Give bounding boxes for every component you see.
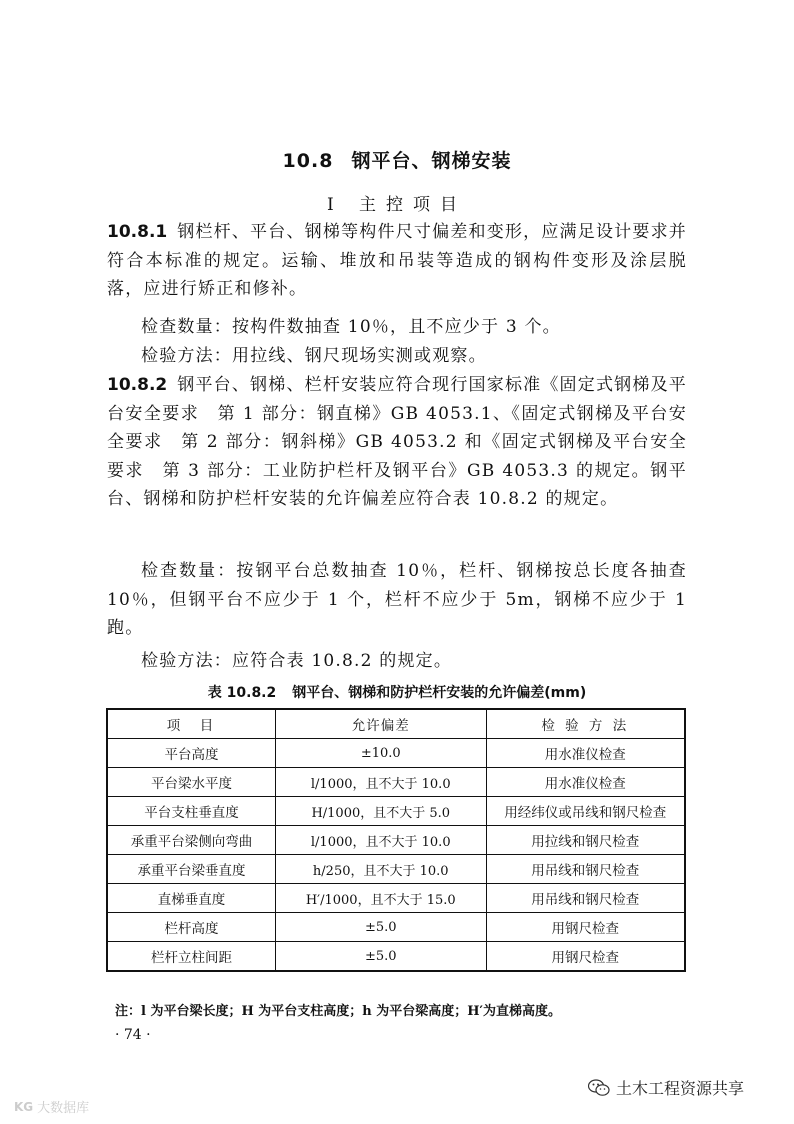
wechat-icon	[588, 1079, 610, 1097]
cell-item: 平台高度	[107, 739, 275, 768]
table-row	[107, 797, 685, 826]
cell-allowance: l/1000，且不大于 10.0	[275, 826, 486, 855]
cell-method: 用经纬仪或吊线和钢尺检查	[486, 797, 685, 826]
cell-item: 栏杆高度	[107, 913, 275, 942]
cell-allowance: ±10.0	[275, 739, 486, 768]
clause-10-8-1	[107, 218, 687, 304]
table-caption-text: 钢平台、钢梯和防护栏杆安装的允许偏差(mm)	[292, 685, 587, 701]
cell-item: 栏杆立柱间距	[107, 942, 275, 972]
watermark-right	[588, 1076, 744, 1099]
table-caption	[0, 682, 794, 702]
cell-method: 用拉线和钢尺检查	[486, 826, 685, 855]
table-header-row	[107, 709, 685, 739]
cell-item: 平台梁水平度	[107, 768, 275, 797]
cell-method: 用水准仪检查	[486, 768, 685, 797]
cell-allowance: ±5.0	[275, 942, 486, 972]
cell-item: 平台支柱垂直度	[107, 797, 275, 826]
section-title-text: 钢平台、钢梯安装	[351, 150, 512, 172]
cell-method: 用吊线和钢尺检查	[486, 855, 685, 884]
clause-number: 10.8.1	[107, 222, 168, 242]
header-method: 检 验 方 法	[486, 709, 685, 739]
clause-text: 钢栏杆、平台、钢梯等构件尺寸偏差和变形，应满足设计要求并符合本标准的规定。运输、堆放和吊装等造成的钢构件变形及涂层脱落，应进行矫正和修补。	[107, 222, 687, 299]
section-title	[0, 146, 794, 173]
cell-method: 用钢尺检查	[486, 913, 685, 942]
cell-item: 直梯垂直度	[107, 884, 275, 913]
subsection-title: Ⅰ 主控项目	[326, 195, 468, 215]
page-number: · 74 ·	[115, 1027, 151, 1043]
watermark-left	[14, 1097, 89, 1116]
table-row	[107, 739, 685, 768]
cell-item: 承重平台梁侧向弯曲	[107, 826, 275, 855]
clause-text: 钢平台、钢梯、栏杆安装应符合现行国家标准《固定式钢梯及平台安全要求 第 1 部分：钢直梯》GB 4053.1、《固定式钢梯及平台安全要求 第 2 部分：钢斜梯》GB 4053.2 和《固定式钢梯及平台安全要求 第 3 部分：工业防护栏杆及钢平台》GB 4053.3 的规定。钢平台、钢梯和防护栏杆安装的允许偏差应符合表 10.8.2 的规定。	[107, 375, 687, 509]
header-allowance: 允许偏差	[275, 709, 486, 739]
cell-method: 用钢尺检查	[486, 942, 685, 972]
cell-allowance: l/1000，且不大于 10.0	[275, 768, 486, 797]
table-row	[107, 768, 685, 797]
table-row	[107, 855, 685, 884]
cell-allowance: ±5.0	[275, 913, 486, 942]
section-number: 10.8	[282, 150, 334, 172]
table-note: 注：l 为平台梁长度；H 为平台支柱高度；h 为平台梁高度；H′为直梯高度。	[115, 1004, 561, 1019]
cell-item: 承重平台梁垂直度	[107, 855, 275, 884]
table-row	[107, 884, 685, 913]
cell-method: 用吊线和钢尺检查	[486, 884, 685, 913]
table-row	[107, 826, 685, 855]
cell-allowance: h/250，且不大于 10.0	[275, 855, 486, 884]
check-quantity-1: 检查数量：按构件数抽查 10％，且不应少于 3 个。	[141, 317, 561, 337]
clause-10-8-2	[107, 371, 687, 514]
check-quantity-2: 检查数量：按钢平台总数抽查 10％，栏杆、钢梯按总长度各抽查 10％，但钢平台不应少于 1 个，栏杆不应少于 5m，钢梯不应少于 1 跑。	[107, 561, 687, 638]
cell-method: 用水准仪检查	[486, 739, 685, 768]
table-row	[107, 913, 685, 942]
table-number: 表 10.8.2	[207, 685, 277, 701]
watermark-right-text: 土木工程资源共享	[616, 1079, 745, 1098]
cell-allowance: H/1000，且不大于 5.0	[275, 797, 486, 826]
clause-number: 10.8.2	[107, 375, 168, 395]
check-method-2: 检验方法：应符合表 10.8.2 的规定。	[141, 651, 453, 671]
header-item: 项 目	[107, 709, 275, 739]
check-method-1: 检验方法：用拉线、钢尺现场实测或观察。	[141, 346, 487, 366]
watermark-logo: KG	[14, 1099, 34, 1114]
cell-allowance: H′/1000，且不大于 15.0	[275, 884, 486, 913]
table-row	[107, 942, 685, 972]
watermark-left-text: 大数据库	[37, 1101, 90, 1116]
deviation-table	[106, 708, 686, 972]
